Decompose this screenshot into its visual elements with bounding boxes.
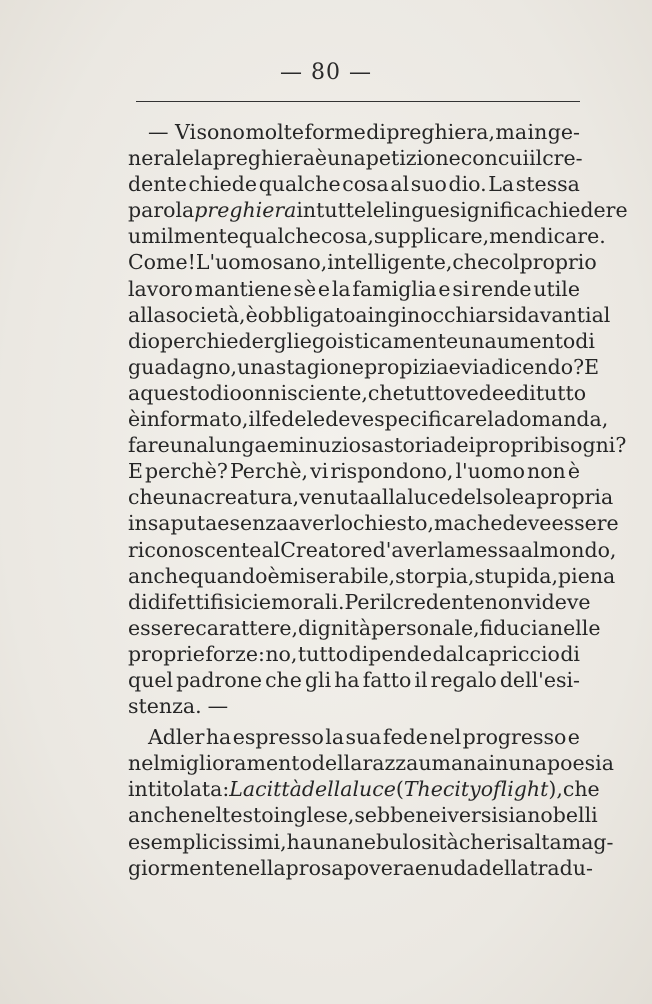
word: di <box>575 328 595 353</box>
word: nella <box>234 855 286 880</box>
word: bisogni? <box>539 433 627 458</box>
word: forze: <box>205 641 265 666</box>
word: deve <box>541 589 591 614</box>
text-line <box>128 223 606 249</box>
word: stagione <box>275 354 365 379</box>
word: ha <box>334 667 360 692</box>
text-line <box>128 510 619 536</box>
word: propria <box>536 485 614 510</box>
word: chiesto, <box>352 511 434 536</box>
word: ha <box>286 829 313 854</box>
word: capriccio <box>464 641 560 666</box>
word: ma <box>495 120 528 144</box>
word: mag- <box>561 829 614 854</box>
word: si <box>452 276 470 301</box>
word: messa <box>455 537 521 562</box>
word: una <box>169 433 209 458</box>
body-text <box>128 119 628 881</box>
word: utile <box>533 276 580 301</box>
word: una <box>327 146 366 171</box>
word: al <box>261 537 281 562</box>
word: di <box>516 380 536 405</box>
text-line <box>128 171 580 197</box>
word: col <box>489 250 520 275</box>
word: prosa <box>285 855 344 880</box>
word: aumento <box>484 328 576 353</box>
word: Come! <box>128 250 196 275</box>
text-line <box>128 380 587 406</box>
word: proprie <box>128 641 205 666</box>
word: quando <box>190 563 268 588</box>
word: gli <box>304 667 332 692</box>
word: è <box>128 407 141 432</box>
text-line <box>128 406 609 432</box>
word: (The <box>395 777 443 802</box>
word: lavoro <box>128 276 193 301</box>
word: questo <box>140 380 210 405</box>
word: parola <box>128 198 195 223</box>
word: una <box>164 485 204 510</box>
word: essere <box>128 615 196 640</box>
word: minuziosa <box>278 433 384 458</box>
word: che <box>465 511 503 536</box>
word: La <box>229 777 256 802</box>
word: il <box>379 589 393 614</box>
word: il <box>414 667 428 692</box>
word: espresso <box>232 725 324 750</box>
word: famiglia <box>352 276 437 301</box>
word: forme <box>304 120 366 144</box>
word: lunga <box>208 433 267 458</box>
text-line <box>128 328 595 354</box>
text-line <box>128 693 580 719</box>
word: mendicare. <box>489 224 606 249</box>
word: informato, <box>140 407 249 432</box>
word: senza <box>229 511 289 536</box>
word: e <box>258 589 272 614</box>
word: luce <box>352 777 396 802</box>
word: nel <box>429 725 462 750</box>
text-line <box>128 724 580 750</box>
word: fede <box>382 725 428 750</box>
word: padrone <box>176 667 263 692</box>
word: la <box>194 146 213 171</box>
word: tutte <box>316 198 367 223</box>
word: della <box>301 777 353 802</box>
word: riconoscente <box>128 537 262 562</box>
word: no, <box>265 641 298 666</box>
word: nuda <box>427 855 479 880</box>
word: cui <box>497 146 530 171</box>
word: sè <box>293 276 317 301</box>
word: domanda, <box>506 407 609 432</box>
word: nebulosità <box>350 829 459 854</box>
word: Creatore <box>280 537 373 562</box>
word: rende <box>471 276 532 301</box>
word: carattere, <box>195 615 299 640</box>
word: umilmente <box>128 224 239 249</box>
word: — <box>207 694 229 719</box>
word: e <box>266 433 279 458</box>
word: egoisticamente <box>299 328 459 353</box>
word: intelligente, <box>327 250 453 275</box>
word: al <box>520 537 540 562</box>
word: in <box>488 751 509 776</box>
word: proprio <box>519 250 597 275</box>
word: razza <box>362 751 419 776</box>
word: siano <box>497 803 553 828</box>
word: e <box>567 725 580 750</box>
word: tutto <box>404 380 456 405</box>
word: mondo, <box>539 537 617 562</box>
word: povera <box>343 855 415 880</box>
word: sebbene <box>354 803 441 828</box>
word: della <box>311 751 363 776</box>
word: obbligato <box>257 302 356 327</box>
text-line <box>128 667 580 693</box>
word: città <box>255 777 302 802</box>
word: umana <box>418 751 489 776</box>
word: cosa, <box>320 224 374 249</box>
word: storia <box>383 433 444 458</box>
word: è <box>314 146 328 171</box>
word: petizione <box>365 146 461 171</box>
word: deve <box>325 407 375 432</box>
word: fare <box>128 433 170 458</box>
word: anche <box>128 803 191 828</box>
word: creatura, <box>203 485 300 510</box>
word: intitolata: <box>128 777 230 802</box>
word: propri <box>475 433 540 458</box>
word: tutto <box>297 641 349 666</box>
word: con <box>460 146 498 171</box>
word: luce <box>407 485 451 510</box>
word: progresso <box>462 725 567 750</box>
word: risalta <box>495 829 562 854</box>
word: qualche <box>238 224 321 249</box>
word: difetti <box>147 589 211 614</box>
word: venuta <box>299 485 370 510</box>
word: di <box>366 120 386 144</box>
word: che <box>128 485 165 510</box>
word: un <box>458 328 485 353</box>
word: che <box>367 380 405 405</box>
text-line <box>128 197 628 223</box>
word: propizia <box>364 354 449 379</box>
word: fiducia <box>479 615 550 640</box>
word: e <box>317 276 331 301</box>
word: e <box>128 829 141 854</box>
word: preghiera <box>212 146 315 171</box>
word: lingue <box>384 198 450 223</box>
word: Per <box>344 589 380 614</box>
word: non <box>484 589 524 614</box>
text-line <box>128 249 597 275</box>
page-number: — 80 — <box>280 60 372 85</box>
word: L'uomo <box>195 250 273 275</box>
word: giormente <box>128 855 235 880</box>
word: dio. <box>448 172 487 197</box>
word: una <box>312 829 351 854</box>
word: significa <box>449 198 538 223</box>
word: la <box>325 725 345 750</box>
word: dei <box>443 433 476 458</box>
word: dio <box>128 328 161 353</box>
word: preghiera, <box>386 120 495 144</box>
word: d'averla <box>372 537 456 562</box>
text-line <box>128 119 580 145</box>
word: rispondono, <box>330 459 454 484</box>
word: fedele <box>261 407 326 432</box>
text-line <box>128 589 591 615</box>
word: che <box>452 250 490 275</box>
word: deve <box>502 511 552 536</box>
word: La <box>488 172 515 197</box>
word: nel <box>128 751 160 776</box>
text-line <box>128 615 601 641</box>
word: e <box>414 855 427 880</box>
word: nel <box>190 803 223 828</box>
word: ge- <box>547 120 580 144</box>
text-line <box>128 829 614 855</box>
word: averlo <box>288 511 353 536</box>
word: in <box>527 120 548 144</box>
word: quel <box>128 667 174 692</box>
word: sano, <box>272 250 328 275</box>
text-line <box>128 302 611 328</box>
word: stupida, <box>474 563 559 588</box>
text-line <box>128 458 580 484</box>
word: storpia, <box>395 563 475 588</box>
word: dente <box>128 172 187 197</box>
text-line <box>128 354 600 380</box>
word: chiede <box>188 172 258 197</box>
word: e <box>217 511 230 536</box>
word: — Vi <box>148 120 197 144</box>
word: piena <box>558 563 616 588</box>
text-line <box>128 276 580 302</box>
header-rule <box>136 101 580 102</box>
word: perchè? <box>145 459 228 484</box>
word: tutto <box>535 380 587 405</box>
word: dignità <box>298 615 372 640</box>
word: e <box>448 354 461 379</box>
text-line <box>128 750 614 776</box>
word: inginocchiarsi <box>367 302 515 327</box>
word: ha <box>205 725 232 750</box>
word: credente <box>392 589 485 614</box>
word: i <box>440 803 448 828</box>
word: in <box>296 198 317 223</box>
word: di <box>128 589 148 614</box>
word: davanti <box>514 302 592 327</box>
text-line <box>128 145 583 171</box>
word: essere <box>551 511 619 536</box>
word: il <box>529 146 543 171</box>
text-line <box>128 432 627 458</box>
word: vi <box>523 589 542 614</box>
word: ma <box>433 511 466 536</box>
word: chiedere <box>537 198 628 223</box>
word: che <box>265 667 302 692</box>
word: per <box>160 328 196 353</box>
word: una <box>237 354 276 379</box>
word: la <box>331 276 351 301</box>
word: della <box>478 855 530 880</box>
word: versi <box>447 803 498 828</box>
word: inglese, <box>273 803 355 828</box>
word: dipende <box>348 641 432 666</box>
word: sono <box>196 120 245 144</box>
word: alla <box>369 485 408 510</box>
text-line <box>128 776 600 802</box>
word: non <box>527 459 566 484</box>
word: of <box>480 777 501 802</box>
word: miserabile, <box>279 563 396 588</box>
word: dicendo? <box>491 354 585 379</box>
word: stessa <box>515 172 580 197</box>
word: Perchè, <box>229 459 309 484</box>
word: miglioramento <box>159 751 312 776</box>
word: E <box>584 354 600 379</box>
word: che <box>458 829 496 854</box>
word: le <box>366 198 385 223</box>
word: tradu- <box>529 855 593 880</box>
word: suo <box>410 172 447 197</box>
word: a <box>524 485 537 510</box>
word: semplicissimi, <box>140 829 287 854</box>
word: del <box>450 485 483 510</box>
word: di <box>560 641 580 666</box>
word: società, <box>165 302 246 327</box>
text-line <box>128 563 616 589</box>
word: supplicare, <box>373 224 490 249</box>
word: che <box>562 777 600 802</box>
word: chiedergli <box>195 328 300 353</box>
word: e <box>503 380 517 405</box>
word: insaputa <box>128 511 218 536</box>
word: nelle <box>549 615 601 640</box>
word: a <box>355 302 368 327</box>
word: onnisciente, <box>241 380 368 405</box>
word: personale, <box>371 615 480 640</box>
word: via <box>460 354 492 379</box>
word: vede <box>455 380 504 405</box>
word: a <box>128 380 141 405</box>
word: guadagno, <box>128 354 238 379</box>
text-line <box>128 641 580 667</box>
word: alla <box>128 302 166 327</box>
word: l'uomo <box>455 459 525 484</box>
word: e <box>438 276 451 301</box>
word: poesia <box>547 751 614 776</box>
word: cosa <box>342 172 389 197</box>
word: nerale <box>128 146 195 171</box>
word: è <box>245 302 258 327</box>
word: preghiera <box>194 198 297 223</box>
word: una <box>508 751 548 776</box>
text-line <box>128 802 598 828</box>
word: dio <box>209 380 242 405</box>
text-line <box>128 537 617 563</box>
word: sua <box>345 725 382 750</box>
word: light), <box>500 777 563 802</box>
word: mantiene <box>194 276 292 301</box>
word: fatto <box>362 667 412 692</box>
word: Adler <box>148 725 205 750</box>
word: testo <box>222 803 274 828</box>
word: vi <box>310 459 329 484</box>
word: E <box>128 459 143 484</box>
word: city <box>442 777 481 802</box>
word: al <box>390 172 410 197</box>
word: dell'esi- <box>499 667 580 692</box>
word: specificare <box>374 407 488 432</box>
text-line <box>128 484 614 510</box>
word: stenza. <box>128 694 202 719</box>
word: la <box>487 407 507 432</box>
word: morali. <box>271 589 345 614</box>
word: è <box>267 563 280 588</box>
word: cre- <box>542 146 583 171</box>
word: anche <box>128 563 191 588</box>
word: molte <box>245 120 305 144</box>
word: belli <box>552 803 598 828</box>
word: al <box>591 302 611 327</box>
word: sole <box>482 485 524 510</box>
word: dal <box>432 641 465 666</box>
word: è <box>567 459 580 484</box>
text-line <box>128 855 593 881</box>
word: il <box>248 407 262 432</box>
word: fisici <box>210 589 259 614</box>
word: qualche <box>258 172 341 197</box>
word: regalo <box>430 667 497 692</box>
